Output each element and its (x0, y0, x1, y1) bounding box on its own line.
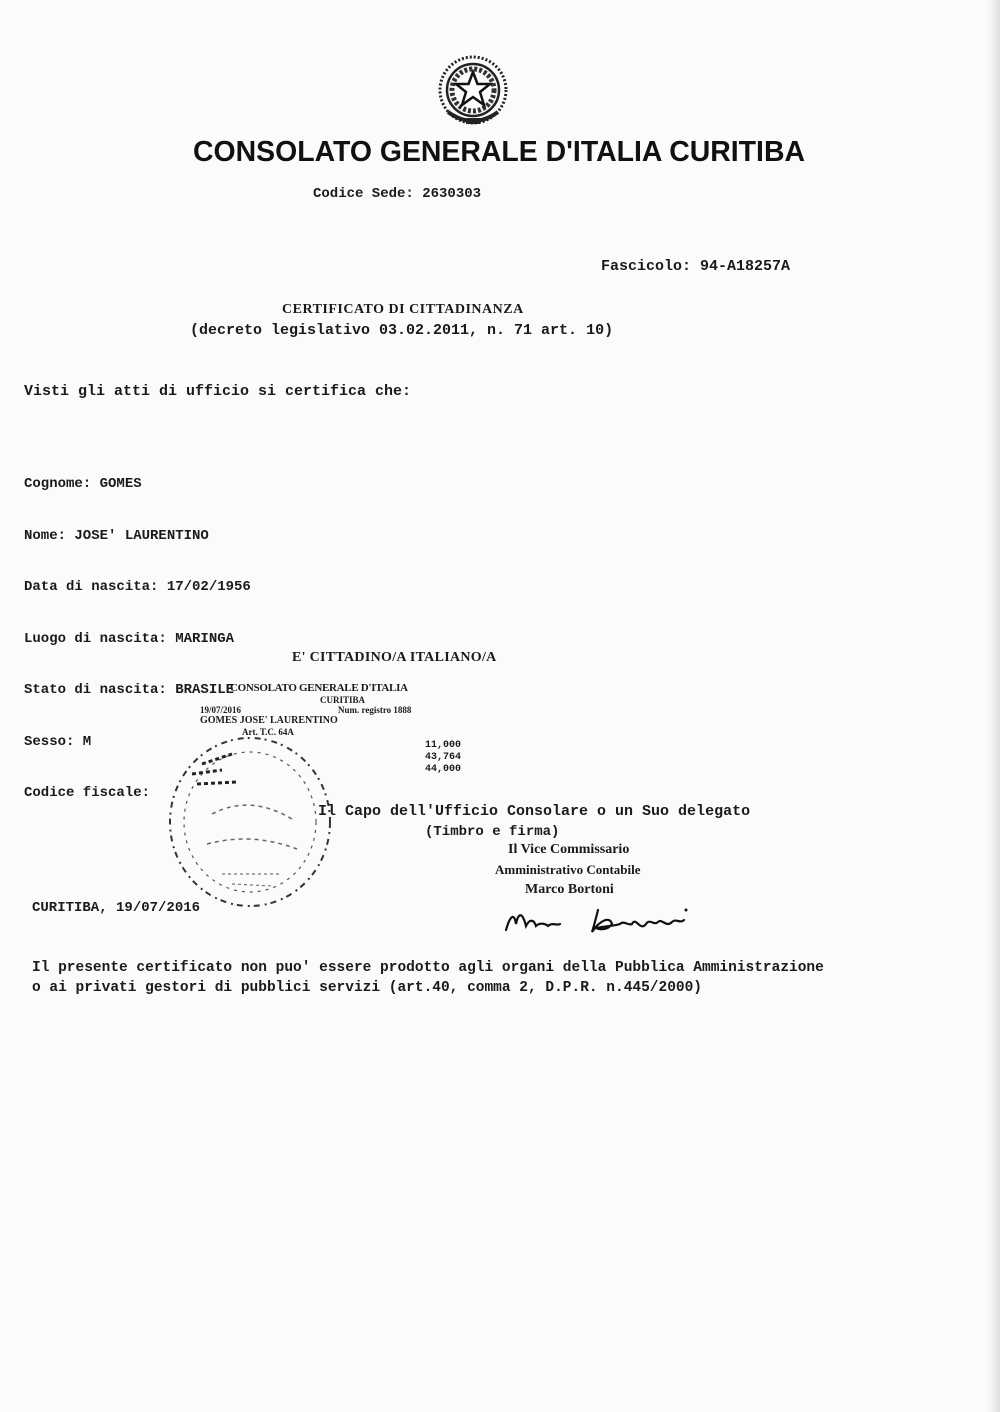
file-number: Fascicolo: 94-A18257A (601, 258, 791, 275)
consulate-title: CONSOLATO GENERALE D'ITALIA CURITIBA (193, 136, 805, 168)
consular-head-label: Il Capo dell'Ufficio Consolare o un Suo delegato (318, 803, 751, 820)
italian-republic-emblem-icon (436, 54, 510, 128)
fee-stamp-date: 19/07/2016 (200, 705, 242, 715)
consular-round-stamp-icon (162, 724, 342, 914)
handwritten-signature-icon (500, 896, 700, 942)
fee-amount: 43,764 (425, 752, 462, 763)
signatory-name: Marco Bortoni (525, 882, 614, 897)
citizenship-status: E' CITTADINO/A ITALIANO/A (292, 650, 497, 665)
place-and-date: CURITIBA, 19/07/2016 (32, 900, 201, 916)
field-surname: Cognome: GOMES (24, 476, 142, 492)
decree-reference: (decreto legislativo 03.02.2011, n. 71 art. 10) (190, 322, 614, 339)
field-birth-place: Luogo di nascita: MARINGA (24, 630, 235, 647)
fee-stamp-article: Art. T.C. 64A (242, 727, 294, 737)
field-name: Nome: JOSE' LAURENTINO (24, 527, 209, 544)
certification-intro: Visti gli atti di ufficio si certifica che: (24, 383, 412, 400)
scan-edge-shadow (986, 0, 1000, 1412)
field-tax-code: Codice fiscale: (24, 785, 151, 801)
signatory-role: Amministrativo Contabile (495, 862, 641, 877)
field-birth-date: Data di nascita: 17/02/1956 (24, 579, 251, 595)
fee-stamp-city: CURITIBA (320, 695, 366, 705)
office-code: Codice Sede: 2630303 (313, 186, 482, 202)
certificate-title: CERTIFICATO DI CITTADINANZA (282, 302, 524, 317)
legal-disclaimer (32, 958, 824, 998)
signatory-title: Il Vice Commissario (508, 842, 630, 857)
fee-stamp-name: GOMES JOSE' LAURENTINO (200, 715, 338, 726)
disclaimer-line-1: Il presente certificato non puo' essere prodotto agli organi della Pubblica Amministrazione (32, 960, 824, 976)
field-sex: Sesso: M (24, 733, 92, 750)
disclaimer-line-2: o ai privati gestori di pubblici servizi (art.40, comma 2, D.P.R. n.445/2000) (32, 980, 703, 996)
stamp-and-signature-label: (Timbro e firma) (425, 824, 560, 840)
field-birth-country: Stato di nascita: BRASILE (24, 682, 235, 698)
fee-amount: 44,000 (425, 764, 462, 775)
fee-stamp-register: Num. registro 1888 (338, 705, 412, 715)
fee-stamp-office: CONSOLATO GENERALE D'ITALIA (230, 682, 408, 694)
fee-amount: 11,000 (425, 740, 462, 751)
